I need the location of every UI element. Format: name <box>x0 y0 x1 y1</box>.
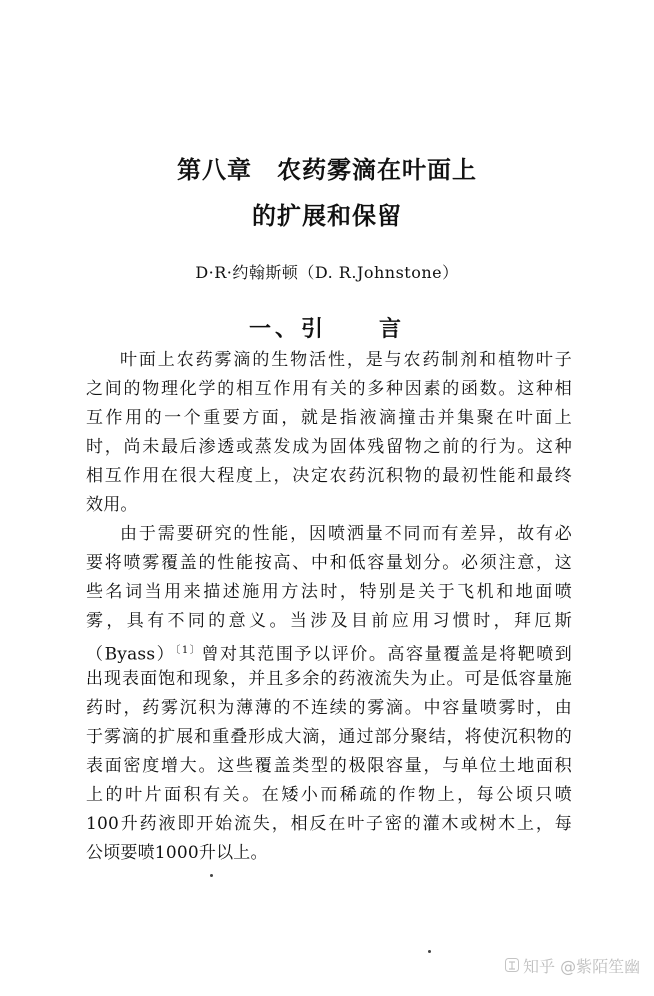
paragraph-line: 叶面上农药雾滴的生物活性，是与农药制剂和植物叶子 <box>120 350 572 370</box>
chapter-title-line-1: 第八章 农药雾滴在叶面上 <box>177 156 477 184</box>
section-heading: 一、引 言 <box>248 317 405 342</box>
author-line: D·R·约翰斯顿（D. R.Johnstone） <box>195 263 459 282</box>
paragraph-1 <box>86 346 572 520</box>
paragraph-line: 相互作用在很大程度上，决定农药沉积物的最初性能和最终 <box>86 466 572 486</box>
zhihu-logo-icon <box>505 958 519 972</box>
paragraph-line: 互作用的一个重要方面，就是指液滴撞击并集聚在叶面上 <box>86 408 572 428</box>
paragraph-line: 100升药液即开始流失，相反在叶子密的灌木或树木上，每 <box>86 814 572 834</box>
scan-speck <box>428 950 431 953</box>
paragraph-line: 公顷要喷1000升以上。 <box>86 843 268 863</box>
paragraph-line: 表面密度增大。这些覆盖类型的极限容量，与单位土地面积 <box>86 756 572 776</box>
paragraph-2 <box>86 520 572 868</box>
paragraph-line: 由于需要研究的性能，因喷洒量不同而有差异，故有必 <box>120 524 572 544</box>
paragraph-line: 药时，药雾沉积为薄薄的不连续的雾滴。中容量喷雾时，由 <box>86 698 572 718</box>
citation-author: （Byass） <box>86 644 176 665</box>
paragraph-line: 时，尚未最后渗透或蒸发成为固体残留物之前的行为。这种 <box>86 437 572 457</box>
paragraph-line: 要将喷雾覆盖的性能按高、中和低容量划分。必须注意，这 <box>86 553 572 573</box>
watermark-text: 知乎 @紫陌笙幽 <box>523 957 641 976</box>
paragraph-line: 上的叶片面积有关。在矮小而稀疏的作物上，每公顷只喷 <box>86 785 572 805</box>
paragraph-line: 雾，具有不同的意义。当涉及目前应用习惯时，拜厄斯 <box>86 611 572 631</box>
chapter-title-line-2: 的扩展和保留 <box>252 202 402 230</box>
paragraph-line: 出现表面饱和现象，并且多余的药液流失为止。可是低容量施 <box>86 669 572 689</box>
paragraph-line: 之间的物理化学的相互作用有关的多种因素的函数。这种相 <box>86 379 572 399</box>
scan-speck <box>210 874 213 877</box>
paragraph-line: 些名词当用来描述施用方法时，特别是关于飞机和地面喷 <box>86 582 572 602</box>
paragraph-line: 于雾滴的扩展和重叠形成大滴，通过部分聚结，将使沉积物的 <box>86 727 572 747</box>
paragraph-line-with-citation <box>86 636 572 665</box>
citation-reference: 〔1〕 <box>175 645 202 656</box>
paragraph-line: 效用。 <box>86 495 138 515</box>
citation-line-rest: 曾对其范围予以评价。高容量覆盖是将靶喷到 <box>201 644 572 665</box>
